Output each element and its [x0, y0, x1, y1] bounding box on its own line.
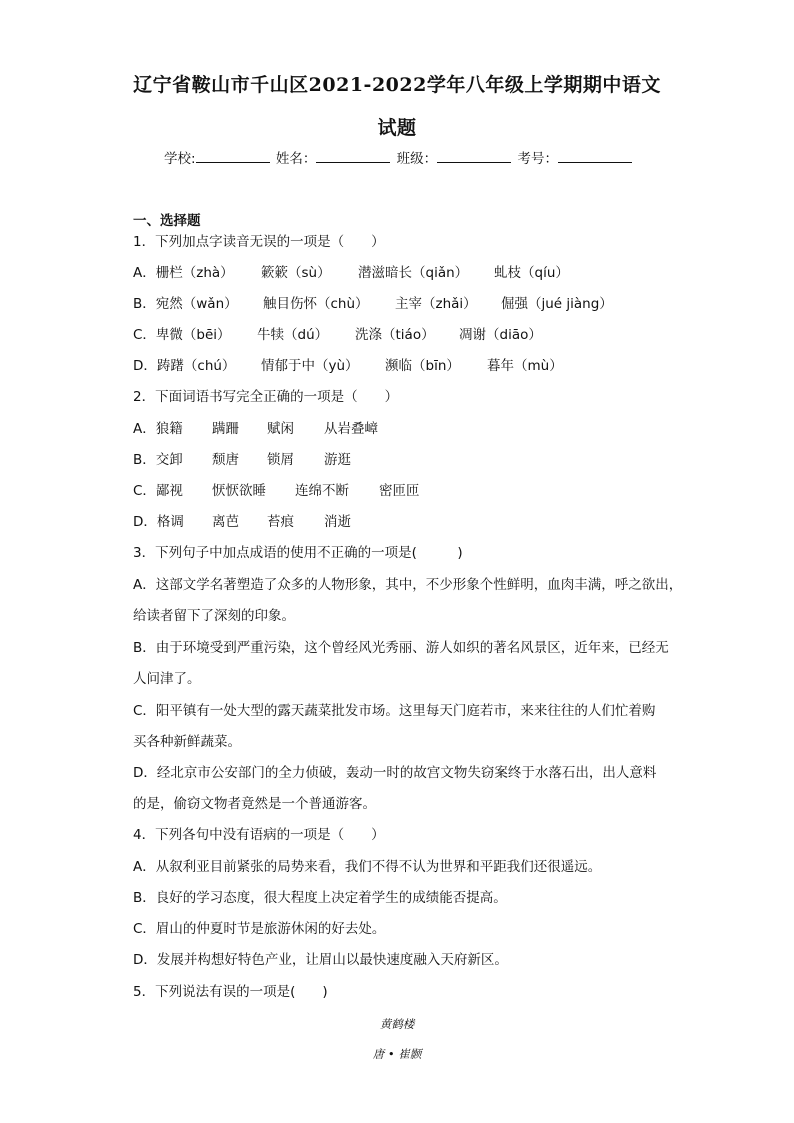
- q4-option-d: D．发展并构想好特色产业，让眉山以最快速度融入天府新区。: [133, 952, 508, 968]
- q3-option-b-line1: B．由于环境受到严重污染，这个曾经风光秀丽、游人如织的著名风景区，近年来，已经无: [133, 640, 669, 656]
- q5-stem: 5．下列说法有误的一项是( ): [133, 984, 328, 1000]
- q2-b-item: 游逛: [324, 452, 351, 468]
- q3-option-d-line2: 的是，偷窃文物者竟然是一个普通游客。: [133, 796, 376, 812]
- q2-stem: 2．下面词语书写完全正确的一项是（ ）: [133, 389, 399, 405]
- q1-d-item: 暮年（mù）: [487, 358, 563, 374]
- exam-title-line1: 辽宁省鞍山市千山区2021-2022学年八年级上学期期中语文: [133, 74, 661, 96]
- q1-c-item: 洗涤（tiáo）: [355, 327, 435, 343]
- q3-option-c-line2: 买各种新鲜蔬菜。: [133, 734, 241, 750]
- q2-option-b: [133, 450, 351, 470]
- q2-option-a: [133, 419, 378, 439]
- exam-no-blank[interactable]: [558, 150, 632, 163]
- q2-c-item: C．鄙视: [133, 483, 183, 499]
- q1-c-item: 凋谢（diāo）: [459, 327, 542, 343]
- school-blank[interactable]: [196, 150, 270, 163]
- class-blank[interactable]: [437, 150, 511, 163]
- q4-option-a: A．从叙利亚目前紧张的局势来看，我们不得不认为世界和平距我们还很遥远。: [133, 859, 602, 875]
- q1-b-item: 主宰（zhǎi）: [395, 296, 477, 312]
- q2-a-item: 蹒跚: [212, 421, 239, 437]
- q2-b-item: B．交卸: [133, 452, 183, 468]
- q2-c-item: 恹恹欲睡: [212, 483, 266, 499]
- q2-a-item: A．狼籍: [133, 421, 183, 437]
- student-info-line: [164, 147, 634, 167]
- q2-d-item: 苔痕: [267, 514, 294, 530]
- q1-d-item: 情郁于中（yù）: [261, 358, 359, 374]
- exam-title-line2: 试题: [377, 117, 417, 139]
- q1-option-c: [133, 325, 542, 345]
- q3-option-a-line1: A．这部文学名著塑造了众多的人物形象，其中，不少形象个性鲜明，血肉丰满，呼之欲出，: [133, 577, 683, 593]
- q1-c-item: 牛犊（dú）: [257, 327, 329, 343]
- q3-option-b-line2: 人问津了。: [133, 671, 201, 687]
- q2-a-item: 从岩叠嶂: [324, 421, 378, 437]
- q1-c-item: C．卑微（bēi）: [133, 327, 231, 343]
- q3-option-d-line1: D．经北京市公安部门的全力侦破，轰动一时的故宫文物失窃案终于水落石出，出人意料: [133, 765, 657, 781]
- q1-a-item: 簌簌（sù）: [261, 265, 331, 281]
- q1-a-item: 潜滋暗长（qiǎn）: [358, 265, 469, 281]
- q1-b-item: 触目伤怀（chù）: [263, 296, 369, 312]
- q1-stem: 1．下列加点字读音无误的一项是（ ）: [133, 234, 385, 250]
- q3-stem: 3．下列句子中加点成语的使用不正确的一项是( ): [133, 545, 463, 561]
- name-label: 姓名：: [275, 151, 317, 167]
- q2-b-item: 锁屑: [267, 452, 294, 468]
- poem-author: 唐 • 崔颢: [372, 1047, 422, 1061]
- q2-d-item: D．格调: [133, 514, 184, 530]
- q1-d-item: D．踌躇（chú）: [133, 358, 236, 374]
- q4-option-c: C．眉山的仲夏时节是旅游休闲的好去处。: [133, 921, 386, 937]
- q2-b-item: 颓唐: [212, 452, 239, 468]
- q1-option-d: [133, 356, 563, 376]
- q2-a-item: 赋闲: [267, 421, 294, 437]
- q4-stem: 4．下列各句中没有语病的一项是（ ）: [133, 827, 385, 843]
- class-label: 班级：: [396, 151, 438, 167]
- q1-b-item: 倔强（jué jiàng）: [501, 296, 613, 312]
- poem-title: 黄鹤楼: [379, 1017, 415, 1031]
- q2-option-c: [133, 481, 420, 501]
- q3-option-a-line2: 给读者留下了深刻的印象。: [133, 608, 295, 624]
- q4-option-b: B．良好的学习态度，很大程度上决定着学生的成绩能否提高。: [133, 890, 507, 906]
- q1-d-item: 濒临（bīn）: [385, 358, 460, 374]
- section-heading-choice: 一、选择题: [133, 213, 201, 229]
- q2-c-item: 密匝匝: [379, 483, 420, 499]
- exam-no-label: 考号：: [517, 151, 558, 167]
- q2-d-item: 离芭: [212, 514, 239, 530]
- q1-b-item: B．宛然（wǎn）: [133, 296, 238, 312]
- q2-d-item: 消逝: [324, 514, 351, 530]
- q1-a-item: A．栅栏（zhà）: [133, 265, 234, 281]
- school-label: 学校:: [164, 151, 196, 167]
- q2-c-item: 连绵不断: [295, 483, 349, 499]
- q1-option-b: [133, 294, 613, 314]
- q2-option-d: [133, 512, 351, 532]
- q3-option-c-line1: C．阳平镇有一处大型的露天蔬菜批发市场。这里每天门庭若市，来来往往的人们忙着购: [133, 703, 656, 719]
- q1-a-item: 虬枝（qíu）: [494, 265, 569, 281]
- q1-option-a: [133, 263, 569, 283]
- name-blank[interactable]: [316, 150, 390, 163]
